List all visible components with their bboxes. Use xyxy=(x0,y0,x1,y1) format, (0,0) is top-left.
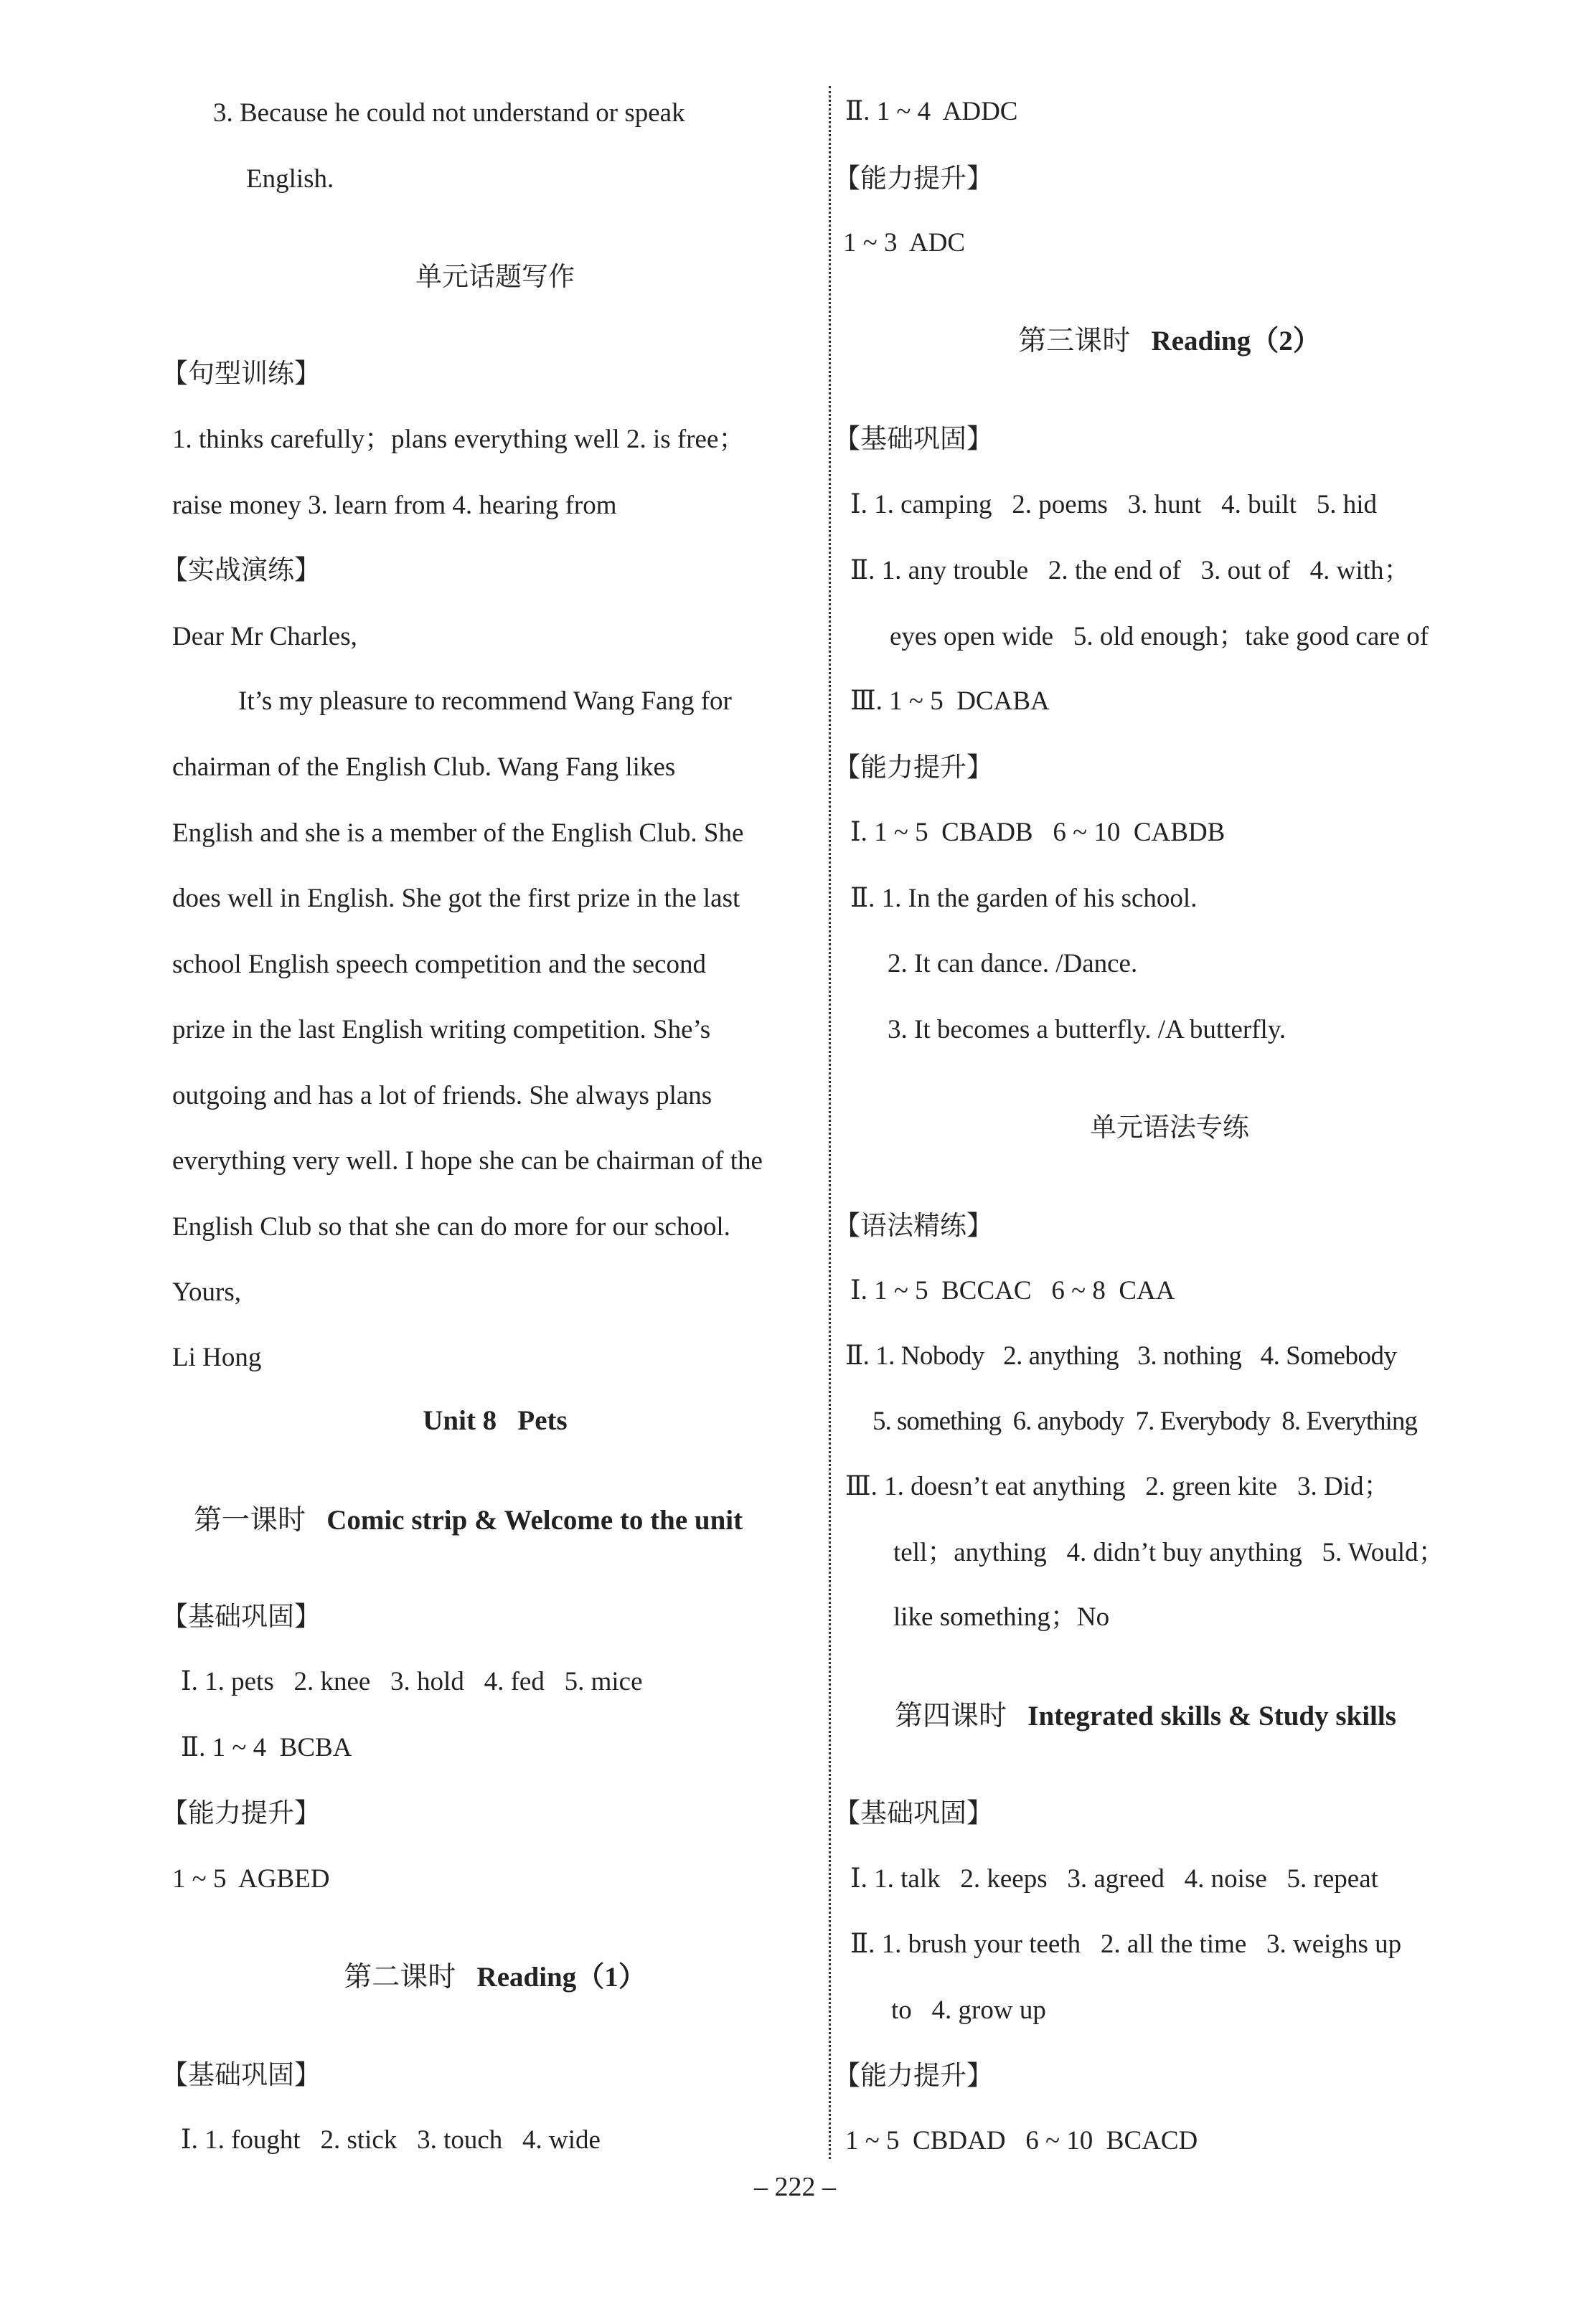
l3-nl-2: Ⅱ. 1. In the garden of his school. xyxy=(850,884,1198,913)
l3-jc-1: Ⅰ. 1. camping 2. poems 3. hunt 4. built 5. hid xyxy=(850,490,1378,519)
l3-nl-1: Ⅰ. 1 ~ 5 CBADB 6 ~ 10 CABDB xyxy=(850,818,1226,847)
unit-title: Unit 8 Pets xyxy=(423,1405,568,1436)
letter-line: chairman of the English Club. Wang Fang likes xyxy=(172,752,676,782)
l4-jc-2a: Ⅱ. 1. brush your teeth 2. all the time 3. weighs up xyxy=(850,1929,1402,1959)
l3-nl-3: 2. It can dance. /Dance. xyxy=(888,949,1138,978)
gr-2b: 5. something 6. anybody 7. Everybody 8. Everything xyxy=(872,1407,1417,1436)
grammar-title: 单元语法专练 xyxy=(1090,1112,1249,1143)
l2-jc-1: Ⅰ. 1. fought 2. stick 3. touch 4. wide xyxy=(181,2125,601,2155)
gr-3a: Ⅲ. 1. doesn’t eat anything 2. green kite 3. Did； xyxy=(845,1472,1391,1501)
letter-line: English and she is a member of the English Club. She xyxy=(172,818,744,848)
gr-3b: tell；anything 4. didn’t buy anything 5. Would； xyxy=(893,1538,1445,1567)
gr-1: Ⅰ. 1 ~ 5 BCCAC 6 ~ 8 CAA xyxy=(850,1276,1175,1305)
letter-line: school English speech competition and the second xyxy=(172,950,706,979)
lesson4-en: Integrated skills & Study skills xyxy=(1027,1701,1396,1732)
q3-line1: 3. Because he could not understand or speak xyxy=(213,98,685,128)
lesson1-title xyxy=(194,1502,743,1539)
lesson1-en: Comic strip & Welcome to the unit xyxy=(326,1505,743,1536)
lesson1-cn: 第一课时 xyxy=(194,1504,306,1536)
l3-jc-2a: Ⅱ. 1. any trouble 2. the end of 3. out of 4. with； xyxy=(850,556,1411,585)
l1-nl-heading: 【能力提升】 xyxy=(161,1798,321,1828)
letter-line: outgoing and has a lot of friends. She always plans xyxy=(172,1081,712,1110)
jx-heading: 【句型训练】 xyxy=(161,358,321,389)
gr-2a: Ⅱ. 1. Nobody 2. anything 3. nothing 4. Somebody xyxy=(845,1341,1397,1371)
jx-line1: 1. thinks carefully；plans everything well 2. is free； xyxy=(172,425,745,454)
l4-jc-1: Ⅰ. 1. talk 2. keeps 3. agreed 4. noise 5. repeat xyxy=(850,1864,1378,1894)
l4-nl-heading: 【能力提升】 xyxy=(834,2060,993,2091)
writing-title: 单元话题写作 xyxy=(415,261,575,292)
letter-line: does well in English. She got the first prize in the last xyxy=(172,884,740,913)
l4-jc-2b: to 4. grow up xyxy=(891,1995,1046,2025)
letter-line: English Club so that she can do more for our school. xyxy=(172,1212,730,1242)
letter-name: Li Hong xyxy=(172,1343,262,1372)
lesson3-title xyxy=(847,323,1492,360)
l3-jc-heading: 【基础巩固】 xyxy=(834,423,993,454)
l2-jc-heading: 【基础巩固】 xyxy=(161,2059,321,2090)
letter-line: prize in the last English writing competition. She’s xyxy=(172,1015,711,1044)
gr-heading: 【语法精练】 xyxy=(834,1210,993,1241)
l1-jc-2: Ⅱ. 1 ~ 4 BCBA xyxy=(181,1733,352,1762)
page-number: – 222 – xyxy=(754,2172,836,2202)
column-divider xyxy=(829,86,831,2159)
sz-heading: 【实战演练】 xyxy=(161,554,321,585)
lesson2-en: Reading（1） xyxy=(476,1962,646,1993)
jx-line2: raise money 3. learn from 4. hearing from xyxy=(172,491,617,520)
lesson4-title xyxy=(895,1698,1396,1735)
lesson2-cn: 第二课时 xyxy=(344,1961,456,1993)
l4-jc-heading: 【基础巩固】 xyxy=(834,1798,993,1828)
r-nl-1: 1 ~ 3 ADC xyxy=(843,228,966,258)
letter-line: It’s my pleasure to recommend Wang Fang for xyxy=(238,686,732,716)
gr-3c: like something；No xyxy=(893,1602,1110,1632)
l1-nl-1: 1 ~ 5 AGBED xyxy=(172,1864,330,1894)
r-line1: Ⅱ. 1 ~ 4 ADDC xyxy=(845,97,1018,126)
l3-nl-heading: 【能力提升】 xyxy=(834,752,993,783)
l1-jc-1: Ⅰ. 1. pets 2. knee 3. hold 4. fed 5. mice xyxy=(181,1667,643,1696)
q3-line2: English. xyxy=(246,164,334,194)
l3-jc-2b: eyes open wide 5. old enough；take good care of xyxy=(890,622,1429,651)
letter-closing: Yours, xyxy=(172,1277,241,1307)
l3-nl-4: 3. It becomes a butterfly. /A butterfly. xyxy=(888,1015,1286,1044)
r-nl-heading: 【能力提升】 xyxy=(834,163,993,194)
lesson3-cn: 第三课时 xyxy=(1018,325,1131,357)
letter-line: everything very well. I hope she can be chairman of the xyxy=(172,1146,763,1176)
lesson2-title xyxy=(172,1959,818,1996)
letter-greeting: Dear Mr Charles, xyxy=(172,622,357,651)
l4-nl-1: 1 ~ 5 CBDAD 6 ~ 10 BCACD xyxy=(845,2126,1198,2155)
l3-jc-3: Ⅲ. 1 ~ 5 DCABA xyxy=(850,686,1050,716)
lesson4-cn: 第四课时 xyxy=(895,1700,1007,1732)
lesson3-en: Reading（2） xyxy=(1151,326,1321,356)
l1-jc-heading: 【基础巩固】 xyxy=(161,1601,321,1632)
